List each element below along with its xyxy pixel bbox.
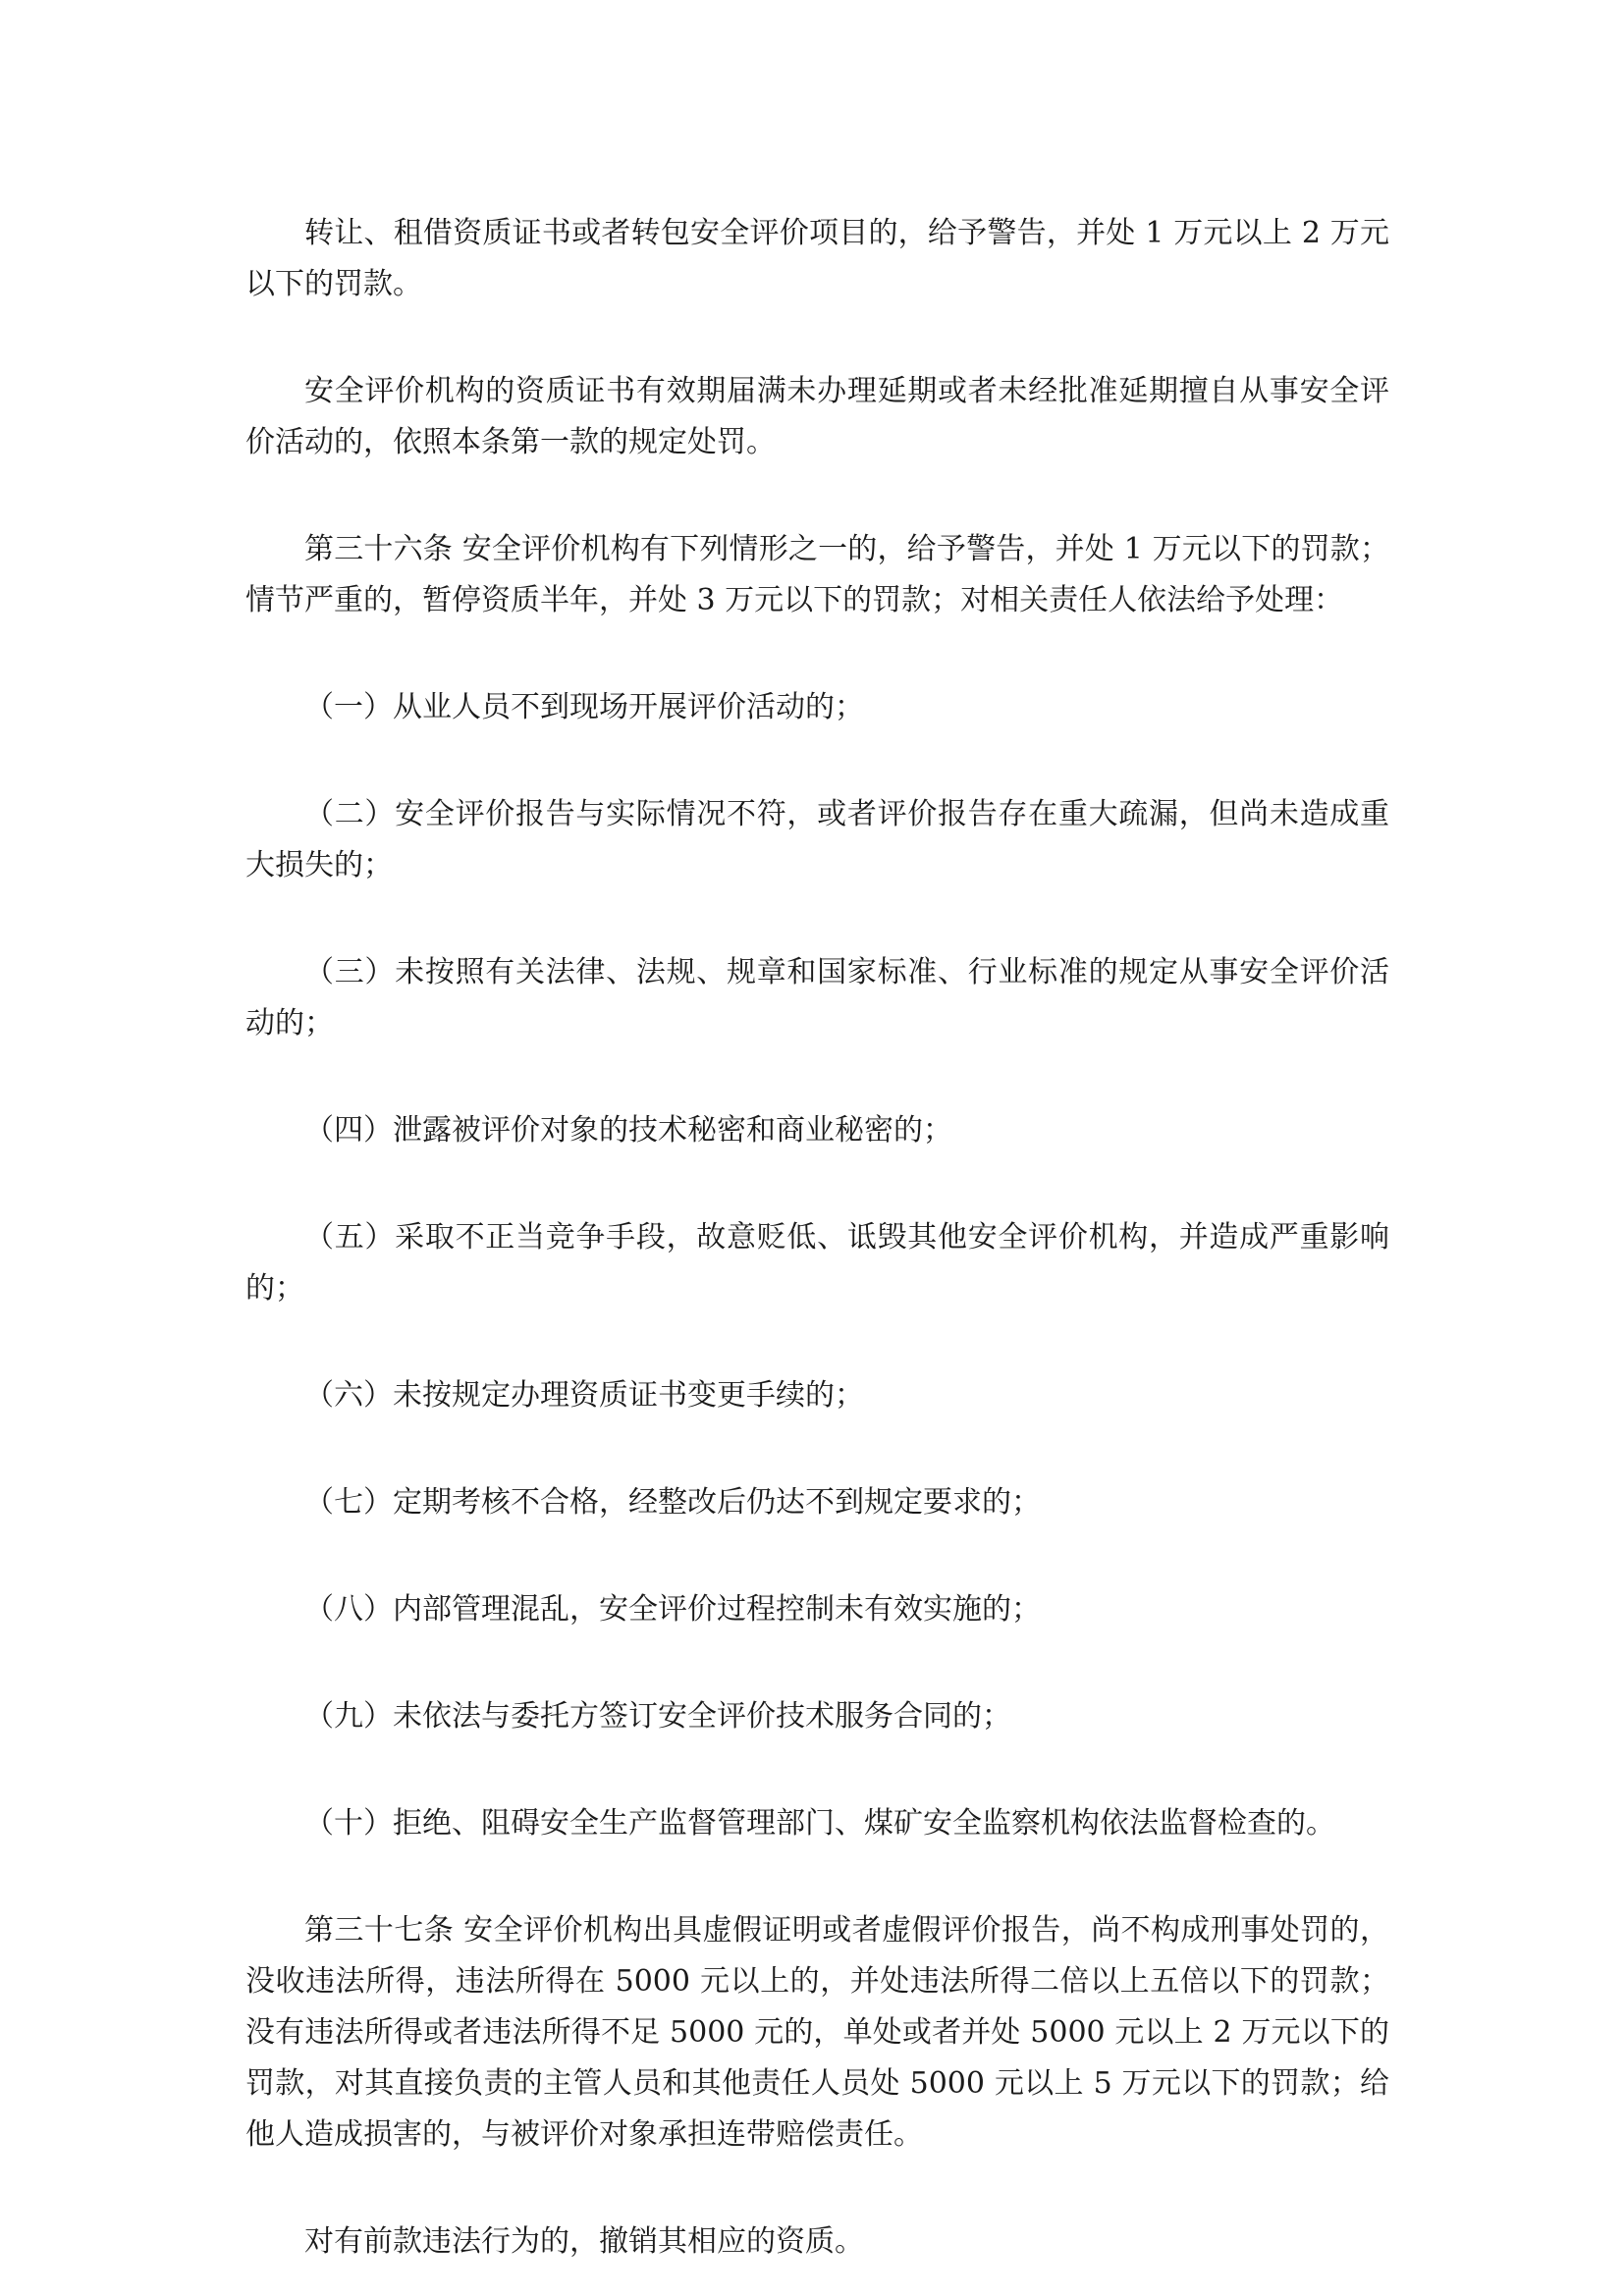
list-item-9: （九）未依法与委托方签订安全评价技术服务合同的； xyxy=(304,1699,1011,1734)
list-item-2: （二）安全评价报告与实际情况不符，或者评价报告存在重大疏漏，但尚未造成重大损失的； xyxy=(245,797,1389,882)
list-item-6: （六）未按规定办理资质证书变更手续的； xyxy=(304,1378,864,1413)
list-item-3: （三）未按照有关法律、法规、规章和国家标准、行业标准的规定从事安全评价活动的； xyxy=(245,955,1389,1041)
article-37: 第三十七条 安全评价机构出具虚假证明或者虚假评价报告，尚不构成刑事处罚的，没收违法所得，违法所得在 5000 元以上的，并处违法所得二倍以上五倍以下的罚款；没有违法所得或者违法所得不足 5000 元的，单处或者并处 5000 元以上 2 万元以下的罚款，对其直接负责的主管人员和其他责任人员处 5000 元以上 5 万元以下的罚款；给他人造成损害的，与被评价对象承担连带赔偿责任。 xyxy=(245,1913,1389,2152)
list-item-8: （八）内部管理混乱，安全评价过程控制未有效实施的； xyxy=(304,1592,1041,1627)
paragraph-transfer-lease: 转让、租借资质证书或者转包安全评价项目的，给予警告，并处 1 万元以上 2 万元以下的罚款。 xyxy=(245,216,1389,301)
document-body xyxy=(245,208,1389,2268)
list-item-10: （十）拒绝、阻碍安全生产监督管理部门、煤矿安全监察机构依法监督检查的。 xyxy=(304,1806,1335,1841)
list-item-1: （一）从业人员不到现场开展评价活动的； xyxy=(304,690,864,724)
article-36-heading: 第三十六条 安全评价机构有下列情形之一的，给予警告，并处 1 万元以下的罚款；情节严重的，暂停资质半年，并处 3 万元以下的罚款；对相关责任人依法给予处理： xyxy=(245,532,1389,617)
list-item-4: （四）泄露被评价对象的技术秘密和商业秘密的； xyxy=(304,1113,952,1148)
paragraph-revoke-qualification: 对有前款违法行为的，撤销其相应的资质。 xyxy=(304,2224,864,2259)
list-item-5: （五）采取不正当竞争手段，故意贬低、诋毁其他安全评价机构，并造成严重影响的； xyxy=(245,1220,1389,1306)
list-item-7: （七）定期考核不合格，经整改后仍达不到规定要求的； xyxy=(304,1485,1041,1520)
paragraph-expired-certificate: 安全评价机构的资质证书有效期届满未办理延期或者未经批准延期擅自从事安全评价活动的，依照本条第一款的规定处罚。 xyxy=(245,374,1389,459)
